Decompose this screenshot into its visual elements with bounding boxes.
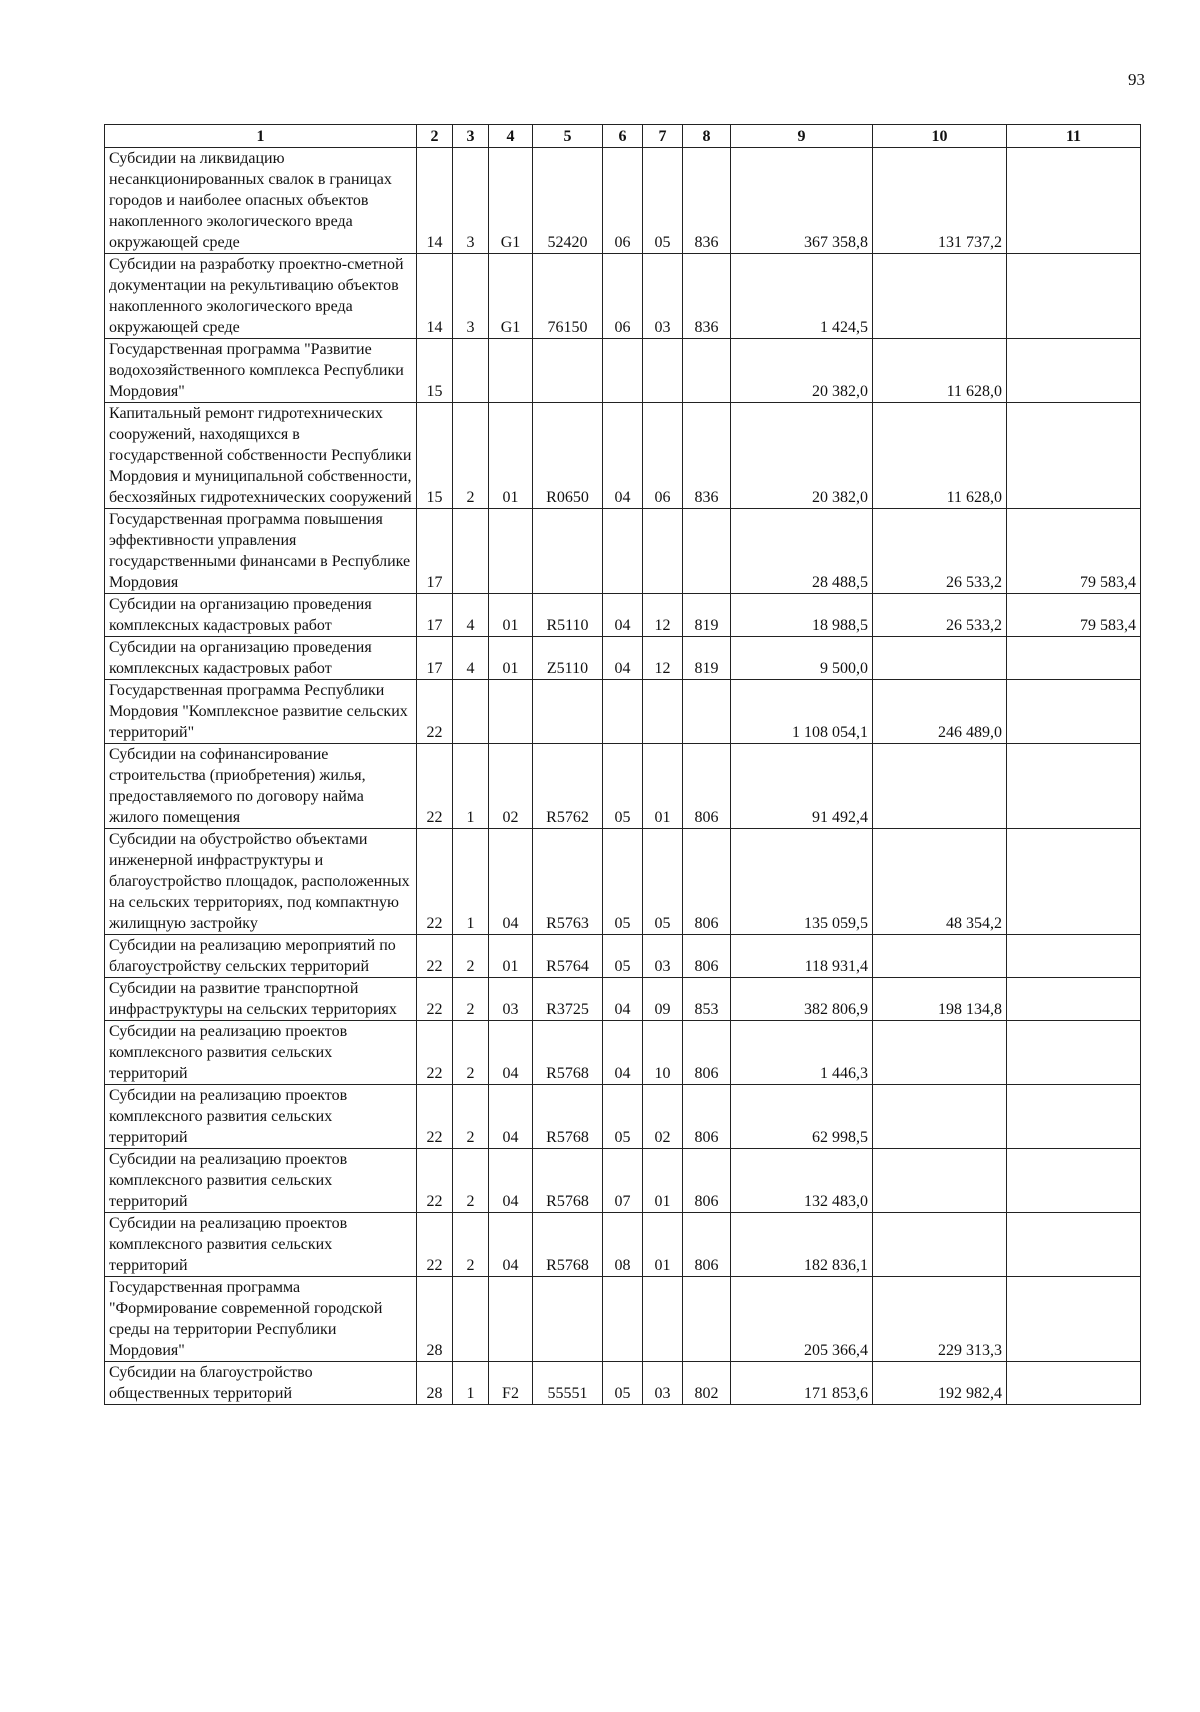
section-code-cell: 04	[603, 978, 643, 1021]
amount-col11-cell	[1007, 637, 1141, 680]
amount-col10-cell: 11 628,0	[873, 339, 1007, 403]
event-code-cell: 04	[489, 1149, 533, 1213]
ministry-code-cell: 806	[683, 1213, 731, 1277]
amount-col10-cell	[873, 254, 1007, 339]
subprogram-code-cell: 2	[453, 1213, 489, 1277]
amount-col10-cell: 246 489,0	[873, 680, 1007, 744]
amount-col9-cell: 132 483,0	[731, 1149, 873, 1213]
event-code-cell: 04	[489, 1213, 533, 1277]
subprogram-code-cell: 1	[453, 1362, 489, 1405]
column-header: 4	[489, 125, 533, 148]
subsection-code-cell	[643, 339, 683, 403]
section-code-cell: 05	[603, 1085, 643, 1149]
program-code-cell: 22	[417, 680, 453, 744]
amount-col9-cell: 1 446,3	[731, 1021, 873, 1085]
program-code-cell: 28	[417, 1362, 453, 1405]
ministry-code-cell	[683, 680, 731, 744]
amount-col9-cell: 1 424,5	[731, 254, 873, 339]
ministry-code-cell: 806	[683, 744, 731, 829]
ministry-code-cell: 836	[683, 403, 731, 509]
amount-col10-cell	[873, 1213, 1007, 1277]
row-name-cell: Капитальный ремонт гидротехнических сооружений, находящихся в государственной собственности Республики Мордовия и муниципальной собственности, бесхозяйных гидротехнических сооружений	[105, 403, 417, 509]
subsection-code-cell: 03	[643, 935, 683, 978]
row-name-cell: Субсидии на организацию проведения комплексных кадастровых работ	[105, 594, 417, 637]
amount-col11-cell	[1007, 744, 1141, 829]
ministry-code-cell: 819	[683, 637, 731, 680]
table-row	[105, 1085, 1141, 1149]
direction-code-cell	[533, 509, 603, 594]
section-code-cell: 08	[603, 1213, 643, 1277]
section-code-cell: 05	[603, 829, 643, 935]
direction-code-cell: R5762	[533, 744, 603, 829]
row-name-cell: Государственная программа Республики Мордовия "Комплексное развитие сельских территорий"	[105, 680, 417, 744]
subprogram-code-cell	[453, 680, 489, 744]
subprogram-code-cell: 1	[453, 829, 489, 935]
event-code-cell: G1	[489, 254, 533, 339]
row-name-cell: Субсидии на реализацию мероприятий по благоустройству сельских территорий	[105, 935, 417, 978]
subprogram-code-cell: 2	[453, 1149, 489, 1213]
subprogram-code-cell: 2	[453, 403, 489, 509]
row-name-cell: Государственная программа "Развитие водохозяйственного комплекса Республики Мордовия"	[105, 339, 417, 403]
section-code-cell: 04	[603, 637, 643, 680]
column-header: 8	[683, 125, 731, 148]
header-row	[105, 125, 1141, 148]
event-code-cell: 04	[489, 1085, 533, 1149]
subsection-code-cell	[643, 1277, 683, 1362]
table-row	[105, 935, 1141, 978]
direction-code-cell: R3725	[533, 978, 603, 1021]
section-code-cell: 04	[603, 403, 643, 509]
amount-col10-cell	[873, 1021, 1007, 1085]
program-code-cell: 14	[417, 148, 453, 254]
amount-col10-cell	[873, 744, 1007, 829]
table-row	[105, 1277, 1141, 1362]
subprogram-code-cell	[453, 1277, 489, 1362]
ministry-code-cell: 802	[683, 1362, 731, 1405]
event-code-cell: 01	[489, 403, 533, 509]
amount-col11-cell: 79 583,4	[1007, 509, 1141, 594]
direction-code-cell: 52420	[533, 148, 603, 254]
ministry-code-cell	[683, 509, 731, 594]
program-code-cell: 17	[417, 637, 453, 680]
section-code-cell	[603, 680, 643, 744]
subsection-code-cell: 01	[643, 1149, 683, 1213]
subprogram-code-cell: 3	[453, 148, 489, 254]
program-code-cell: 14	[417, 254, 453, 339]
program-code-cell: 22	[417, 1149, 453, 1213]
amount-col9-cell: 171 853,6	[731, 1362, 873, 1405]
program-code-cell: 22	[417, 744, 453, 829]
ministry-code-cell: 836	[683, 148, 731, 254]
subsection-code-cell: 01	[643, 1213, 683, 1277]
section-code-cell: 06	[603, 254, 643, 339]
table-row	[105, 148, 1141, 254]
amount-col9-cell: 9 500,0	[731, 637, 873, 680]
direction-code-cell	[533, 1277, 603, 1362]
row-name-cell: Субсидии на софинансирование строительства (приобретения) жилья, предоставляемого по договору найма жилого помещения	[105, 744, 417, 829]
section-code-cell: 06	[603, 148, 643, 254]
page-number: 93	[1128, 70, 1145, 89]
amount-col9-cell: 118 931,4	[731, 935, 873, 978]
subsection-code-cell	[643, 509, 683, 594]
program-code-cell: 22	[417, 978, 453, 1021]
section-code-cell	[603, 1277, 643, 1362]
amount-col10-cell: 11 628,0	[873, 403, 1007, 509]
program-code-cell: 17	[417, 509, 453, 594]
ministry-code-cell: 806	[683, 1149, 731, 1213]
direction-code-cell: R5110	[533, 594, 603, 637]
direction-code-cell: 76150	[533, 254, 603, 339]
subsection-code-cell: 09	[643, 978, 683, 1021]
row-name-cell: Субсидии на разработку проектно-сметной документации на рекультивацию объектов накопленного экологического вреда окружающей среде	[105, 254, 417, 339]
subprogram-code-cell: 2	[453, 978, 489, 1021]
program-code-cell: 22	[417, 829, 453, 935]
row-name-cell: Субсидии на реализацию проектов комплексного развития сельских территорий	[105, 1213, 417, 1277]
subsection-code-cell: 03	[643, 1362, 683, 1405]
subsection-code-cell: 12	[643, 637, 683, 680]
subprogram-code-cell: 2	[453, 935, 489, 978]
column-header: 7	[643, 125, 683, 148]
event-code-cell	[489, 680, 533, 744]
ministry-code-cell	[683, 1277, 731, 1362]
amount-col10-cell: 26 533,2	[873, 594, 1007, 637]
row-name-cell: Государственная программа повышения эффективности управления государственными финансами в Республике Мордовия	[105, 509, 417, 594]
column-header: 1	[105, 125, 417, 148]
event-code-cell: G1	[489, 148, 533, 254]
amount-col10-cell	[873, 935, 1007, 978]
amount-col9-cell: 367 358,8	[731, 148, 873, 254]
table-row	[105, 1021, 1141, 1085]
table-row	[105, 1213, 1141, 1277]
amount-col9-cell: 182 836,1	[731, 1213, 873, 1277]
table-row	[105, 509, 1141, 594]
subsection-code-cell: 01	[643, 744, 683, 829]
amount-col9-cell: 382 806,9	[731, 978, 873, 1021]
row-name-cell: Субсидии на реализацию проектов комплексного развития сельских территорий	[105, 1021, 417, 1085]
section-code-cell	[603, 509, 643, 594]
section-code-cell	[603, 339, 643, 403]
event-code-cell: 02	[489, 744, 533, 829]
table-row	[105, 594, 1141, 637]
ministry-code-cell	[683, 339, 731, 403]
ministry-code-cell: 806	[683, 1085, 731, 1149]
table-row	[105, 1149, 1141, 1213]
section-code-cell: 04	[603, 594, 643, 637]
event-code-cell: 03	[489, 978, 533, 1021]
section-code-cell: 05	[603, 744, 643, 829]
subsection-code-cell: 10	[643, 1021, 683, 1085]
column-header: 6	[603, 125, 643, 148]
subsection-code-cell: 02	[643, 1085, 683, 1149]
subsection-code-cell: 05	[643, 829, 683, 935]
section-code-cell: 05	[603, 1362, 643, 1405]
program-code-cell: 22	[417, 1085, 453, 1149]
program-code-cell: 15	[417, 339, 453, 403]
amount-col9-cell: 28 488,5	[731, 509, 873, 594]
column-header: 3	[453, 125, 489, 148]
event-code-cell: 01	[489, 935, 533, 978]
table-row	[105, 403, 1141, 509]
amount-col9-cell: 20 382,0	[731, 339, 873, 403]
subprogram-code-cell: 4	[453, 594, 489, 637]
column-header: 5	[533, 125, 603, 148]
table-row	[105, 1362, 1141, 1405]
event-code-cell: 04	[489, 829, 533, 935]
program-code-cell: 22	[417, 1021, 453, 1085]
budget-table	[104, 124, 1141, 1405]
subprogram-code-cell	[453, 339, 489, 403]
program-code-cell: 15	[417, 403, 453, 509]
amount-col9-cell: 20 382,0	[731, 403, 873, 509]
row-name-cell: Субсидии на ликвидацию несанкционированных свалок в границах городов и наиболее опасных объектов накопленного экологического вреда окружающей среде	[105, 148, 417, 254]
amount-col11-cell	[1007, 1362, 1141, 1405]
direction-code-cell	[533, 680, 603, 744]
section-code-cell: 05	[603, 935, 643, 978]
amount-col9-cell: 135 059,5	[731, 829, 873, 935]
section-code-cell: 04	[603, 1021, 643, 1085]
subprogram-code-cell: 2	[453, 1085, 489, 1149]
amount-col10-cell	[873, 637, 1007, 680]
direction-code-cell: R5763	[533, 829, 603, 935]
ministry-code-cell: 806	[683, 829, 731, 935]
row-name-cell: Субсидии на реализацию проектов комплексного развития сельских территорий	[105, 1085, 417, 1149]
amount-col10-cell: 229 313,3	[873, 1277, 1007, 1362]
event-code-cell	[489, 1277, 533, 1362]
subprogram-code-cell: 4	[453, 637, 489, 680]
subprogram-code-cell	[453, 509, 489, 594]
subprogram-code-cell: 3	[453, 254, 489, 339]
direction-code-cell: Z5110	[533, 637, 603, 680]
event-code-cell: 01	[489, 594, 533, 637]
row-name-cell: Субсидии на развитие транспортной инфраструктуры на сельских территориях	[105, 978, 417, 1021]
table-row	[105, 744, 1141, 829]
direction-code-cell: R5764	[533, 935, 603, 978]
direction-code-cell: R5768	[533, 1213, 603, 1277]
subprogram-code-cell: 2	[453, 1021, 489, 1085]
direction-code-cell: 55551	[533, 1362, 603, 1405]
program-code-cell: 28	[417, 1277, 453, 1362]
subsection-code-cell: 06	[643, 403, 683, 509]
subprogram-code-cell: 1	[453, 744, 489, 829]
event-code-cell: 04	[489, 1021, 533, 1085]
amount-col11-cell	[1007, 1277, 1141, 1362]
subsection-code-cell	[643, 680, 683, 744]
amount-col11-cell	[1007, 254, 1141, 339]
subsection-code-cell: 12	[643, 594, 683, 637]
ministry-code-cell: 806	[683, 1021, 731, 1085]
amount-col9-cell: 205 366,4	[731, 1277, 873, 1362]
amount-col9-cell: 91 492,4	[731, 744, 873, 829]
program-code-cell: 17	[417, 594, 453, 637]
amount-col9-cell: 1 108 054,1	[731, 680, 873, 744]
table-row	[105, 829, 1141, 935]
direction-code-cell: R5768	[533, 1085, 603, 1149]
direction-code-cell: R5768	[533, 1021, 603, 1085]
amount-col11-cell	[1007, 403, 1141, 509]
amount-col11-cell	[1007, 1213, 1141, 1277]
ministry-code-cell: 806	[683, 935, 731, 978]
amount-col11-cell	[1007, 1021, 1141, 1085]
amount-col10-cell	[873, 1085, 1007, 1149]
event-code-cell	[489, 339, 533, 403]
table-row	[105, 254, 1141, 339]
amount-col10-cell: 131 737,2	[873, 148, 1007, 254]
event-code-cell: 01	[489, 637, 533, 680]
amount-col10-cell: 26 533,2	[873, 509, 1007, 594]
column-header: 10	[873, 125, 1007, 148]
direction-code-cell: R5768	[533, 1149, 603, 1213]
program-code-cell: 22	[417, 935, 453, 978]
amount-col11-cell	[1007, 978, 1141, 1021]
amount-col9-cell: 62 998,5	[731, 1085, 873, 1149]
row-name-cell: Субсидии на реализацию проектов комплексного развития сельских территорий	[105, 1149, 417, 1213]
column-header: 11	[1007, 125, 1141, 148]
table-row	[105, 339, 1141, 403]
row-name-cell: Субсидии на обустройство объектами инженерной инфраструктуры и благоустройство площадок, расположенных на сельских территориях, под компактную жилищную застройку	[105, 829, 417, 935]
row-name-cell: Государственная программа "Формирование современной городской среды на территории Республики Мордовия"	[105, 1277, 417, 1362]
subsection-code-cell: 03	[643, 254, 683, 339]
amount-col11-cell: 79 583,4	[1007, 594, 1141, 637]
column-header: 2	[417, 125, 453, 148]
subsection-code-cell: 05	[643, 148, 683, 254]
event-code-cell: F2	[489, 1362, 533, 1405]
amount-col11-cell	[1007, 829, 1141, 935]
amount-col11-cell	[1007, 1149, 1141, 1213]
amount-col11-cell	[1007, 680, 1141, 744]
amount-col11-cell	[1007, 339, 1141, 403]
direction-code-cell	[533, 339, 603, 403]
amount-col10-cell: 48 354,2	[873, 829, 1007, 935]
ministry-code-cell: 853	[683, 978, 731, 1021]
amount-col10-cell: 198 134,8	[873, 978, 1007, 1021]
column-header: 9	[731, 125, 873, 148]
program-code-cell: 22	[417, 1213, 453, 1277]
amount-col11-cell	[1007, 935, 1141, 978]
amount-col10-cell	[873, 1149, 1007, 1213]
amount-col9-cell: 18 988,5	[731, 594, 873, 637]
amount-col10-cell: 192 982,4	[873, 1362, 1007, 1405]
ministry-code-cell: 819	[683, 594, 731, 637]
direction-code-cell: R0650	[533, 403, 603, 509]
ministry-code-cell: 836	[683, 254, 731, 339]
table-row	[105, 680, 1141, 744]
amount-col11-cell	[1007, 1085, 1141, 1149]
row-name-cell: Субсидии на организацию проведения комплексных кадастровых работ	[105, 637, 417, 680]
table-row	[105, 637, 1141, 680]
event-code-cell	[489, 509, 533, 594]
amount-col11-cell	[1007, 148, 1141, 254]
table-body	[105, 148, 1141, 1405]
section-code-cell: 07	[603, 1149, 643, 1213]
table-row	[105, 978, 1141, 1021]
row-name-cell: Субсидии на благоустройство общественных территорий	[105, 1362, 417, 1405]
